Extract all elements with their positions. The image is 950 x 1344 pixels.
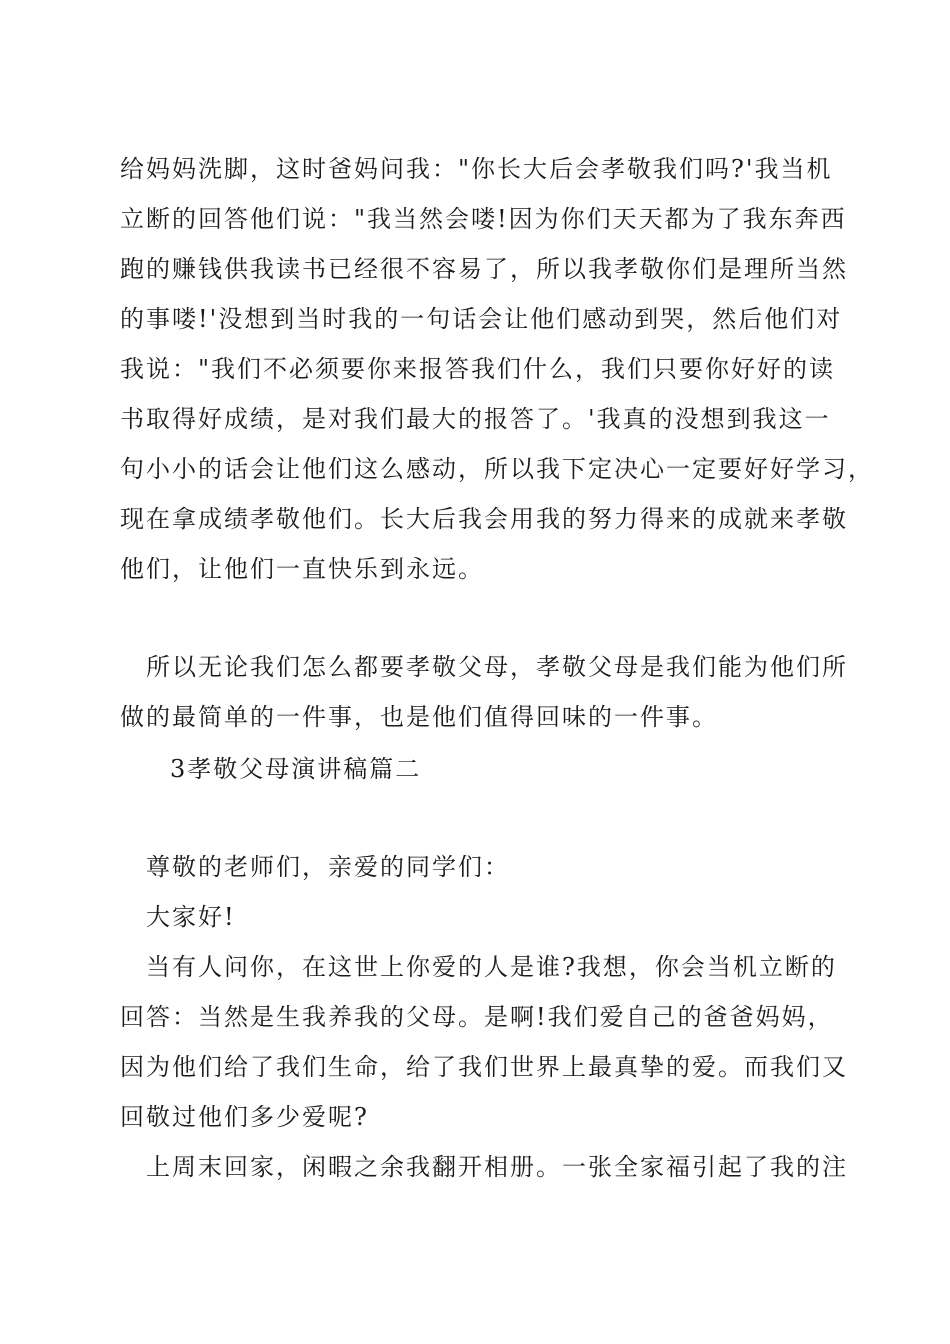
paragraph-3-line-4: 回敬过他们多少爱呢? <box>120 1103 369 1131</box>
paragraph-1-line-9: 他们，让他们一直快乐到永远。 <box>120 555 484 583</box>
paragraph-1-line-1: 给妈妈洗脚，这时爸妈问我："你长大后会孝敬我们吗?'我当机 <box>120 155 833 183</box>
section-title: 3孝敬父母演讲稿篇二 <box>170 755 422 783</box>
paragraph-1-line-7: 句小小的话会让他们这么感动，所以我下定决心一定要好好学习， <box>120 455 874 483</box>
salutation: 尊敬的老师们，亲爱的同学们： <box>146 853 510 881</box>
paragraph-1-line-8: 现在拿成绩孝敬他们。长大后我会用我的努力得来的成就来孝敬 <box>120 505 848 533</box>
paragraph-1-line-2: 立断的回答他们说："我当然会喽!因为你们天天都为了我东奔西 <box>120 205 847 233</box>
paragraph-3-line-2: 回答：当然是生我养我的父母。是啊!我们爱自己的爸爸妈妈， <box>120 1003 834 1031</box>
greeting: 大家好! <box>146 903 236 931</box>
paragraph-3-line-3: 因为他们给了我们生命，给了我们世界上最真挚的爱。而我们又 <box>120 1053 848 1081</box>
paragraph-4-line-1: 上周末回家，闲暇之余我翻开相册。一张全家福引起了我的注 <box>146 1153 848 1181</box>
paragraph-1-line-3: 跑的赚钱供我读书已经很不容易了，所以我孝敬你们是理所当然 <box>120 255 848 283</box>
paragraph-2-line-1: 所以无论我们怎么都要孝敬父母，孝敬父母是我们能为他们所 <box>146 653 848 681</box>
paragraph-1-line-5: 我说："我们不必须要你来报答我们什么，我们只要你好好的读 <box>120 355 836 383</box>
paragraph-1-line-6: 书取得好成绩，是对我们最大的报答了。'我真的没想到我这一 <box>120 405 831 433</box>
paragraph-3-line-1: 当有人问你，在这世上你爱的人是谁?我想，你会当机立断的 <box>146 953 837 981</box>
paragraph-2-line-2: 做的最简单的一件事，也是他们值得回味的一件事。 <box>120 703 718 731</box>
paragraph-1-line-4: 的事喽!'没想到当时我的一句话会让他们感动到哭，然后他们对 <box>120 305 843 333</box>
